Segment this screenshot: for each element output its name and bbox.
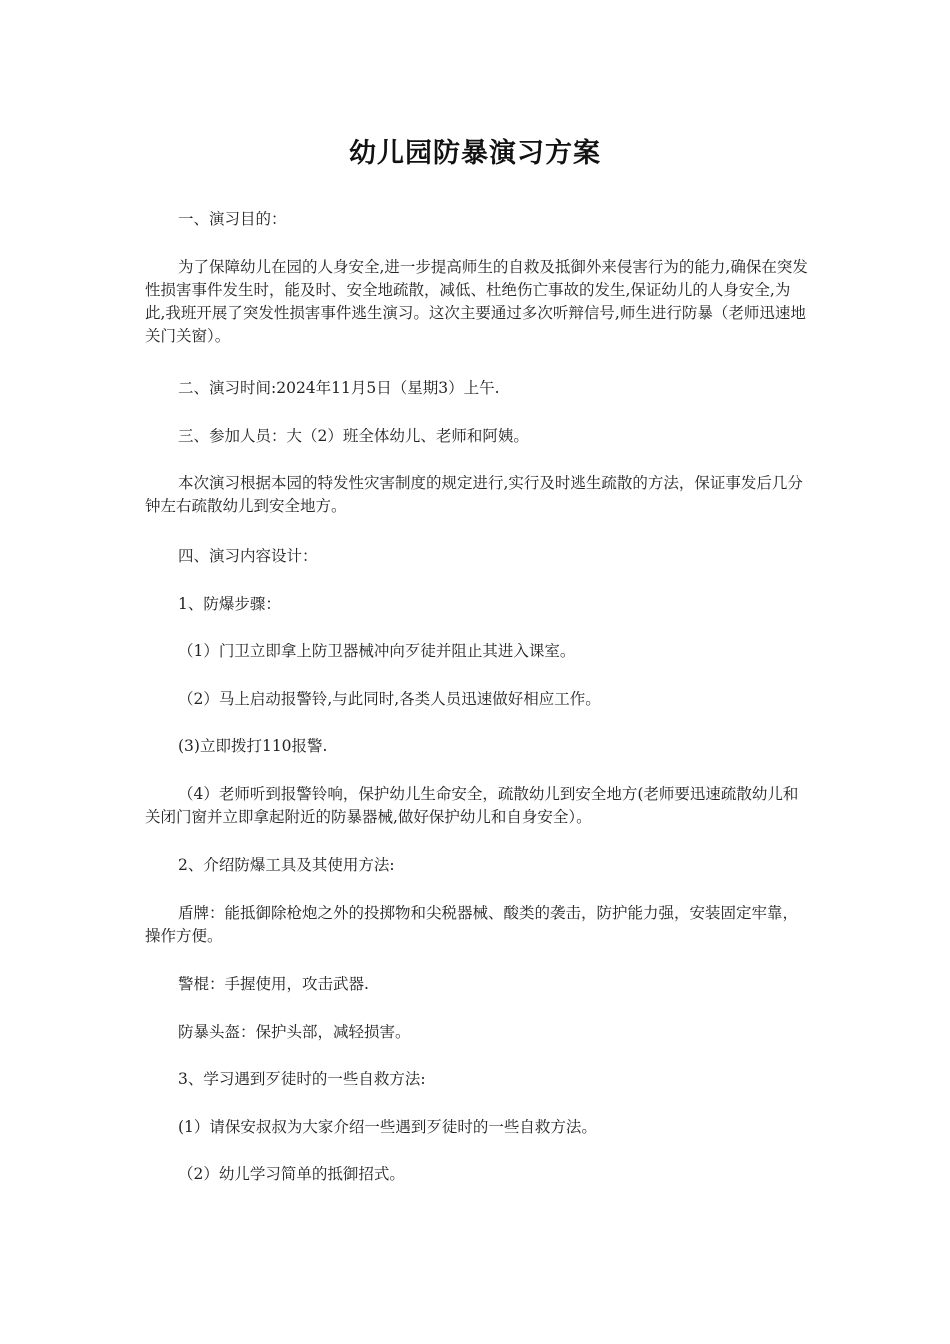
paragraph-purpose-body: 为了保障幼儿在园的人身安全,进一步提高师生的自救及抵御外来侵害行为的能力,确保在突发性损害事件发生时，能及时、安全地疏散，减低、杜绝伤亡事故的发生,保证幼儿的人身安全,为此,我班开展了突发性损害事件逃生演习。这次主要通过多次听辩信号,师生进行防暴（老师迅速地关门关窗）。 <box>145 258 808 345</box>
subheading-steps: 1、防爆步骤： <box>178 595 281 613</box>
section-heading-content: 四、演习内容设计： <box>178 547 318 565</box>
tool-helmet: 防暴头盔：保护头部，减轻损害。 <box>178 1023 411 1041</box>
subheading-tools: 2、介绍防爆工具及其使用方法: <box>178 856 395 874</box>
step-item-4: （4）老师听到报警铃响，保护幼儿生命安全，疏散幼儿到安全地方(老师要迅速疏散幼儿和关闭门窗并立即拿起附近的防暴器械,做好保护幼儿和自身安全）。 <box>145 785 799 826</box>
step-item-1: （1）门卫立即拿上防卫器械冲向歹徒并阻止其进入课室。 <box>178 642 576 660</box>
paragraph-drill-basis: 本次演习根据本园的特发性灾害制度的规定进行,实行及时逃生疏散的方法，保证事发后几分钟左右疏散幼儿到安全地方。 <box>145 474 803 515</box>
section-heading-purpose: 一、演习目的： <box>178 210 287 228</box>
subheading-self-rescue: 3、学习遇到歹徒时的一些自救方法: <box>178 1070 426 1088</box>
step-item-2: （2）马上启动报警铃,与此同时,各类人员迅速做好相应工作。 <box>178 690 601 708</box>
document-title: 幼儿园防暴演习方案 <box>349 138 601 169</box>
tool-shield: 盾牌：能抵御除枪炮之外的投掷物和尖税器械、酸类的袭击，防护能力强，安装固定牢靠，操作方便。 <box>145 904 799 945</box>
paragraph-participants: 三、参加人员：大（2）班全体幼儿、老师和阿姨。 <box>178 427 529 445</box>
paragraph-drill-time: 二、演习时间:2024年11月5日（星期3）上午. <box>178 379 500 397</box>
step-item-3: (3)立即拨打110报警. <box>178 737 328 755</box>
self-rescue-item-2: （2）幼儿学习简单的抵御招式。 <box>178 1165 405 1183</box>
tool-baton: 警棍：手握使用，攻击武器. <box>178 975 369 993</box>
self-rescue-item-1: (1）请保安叔叔为大家介绍一些遇到歹徒时的一些自救方法。 <box>178 1118 597 1136</box>
